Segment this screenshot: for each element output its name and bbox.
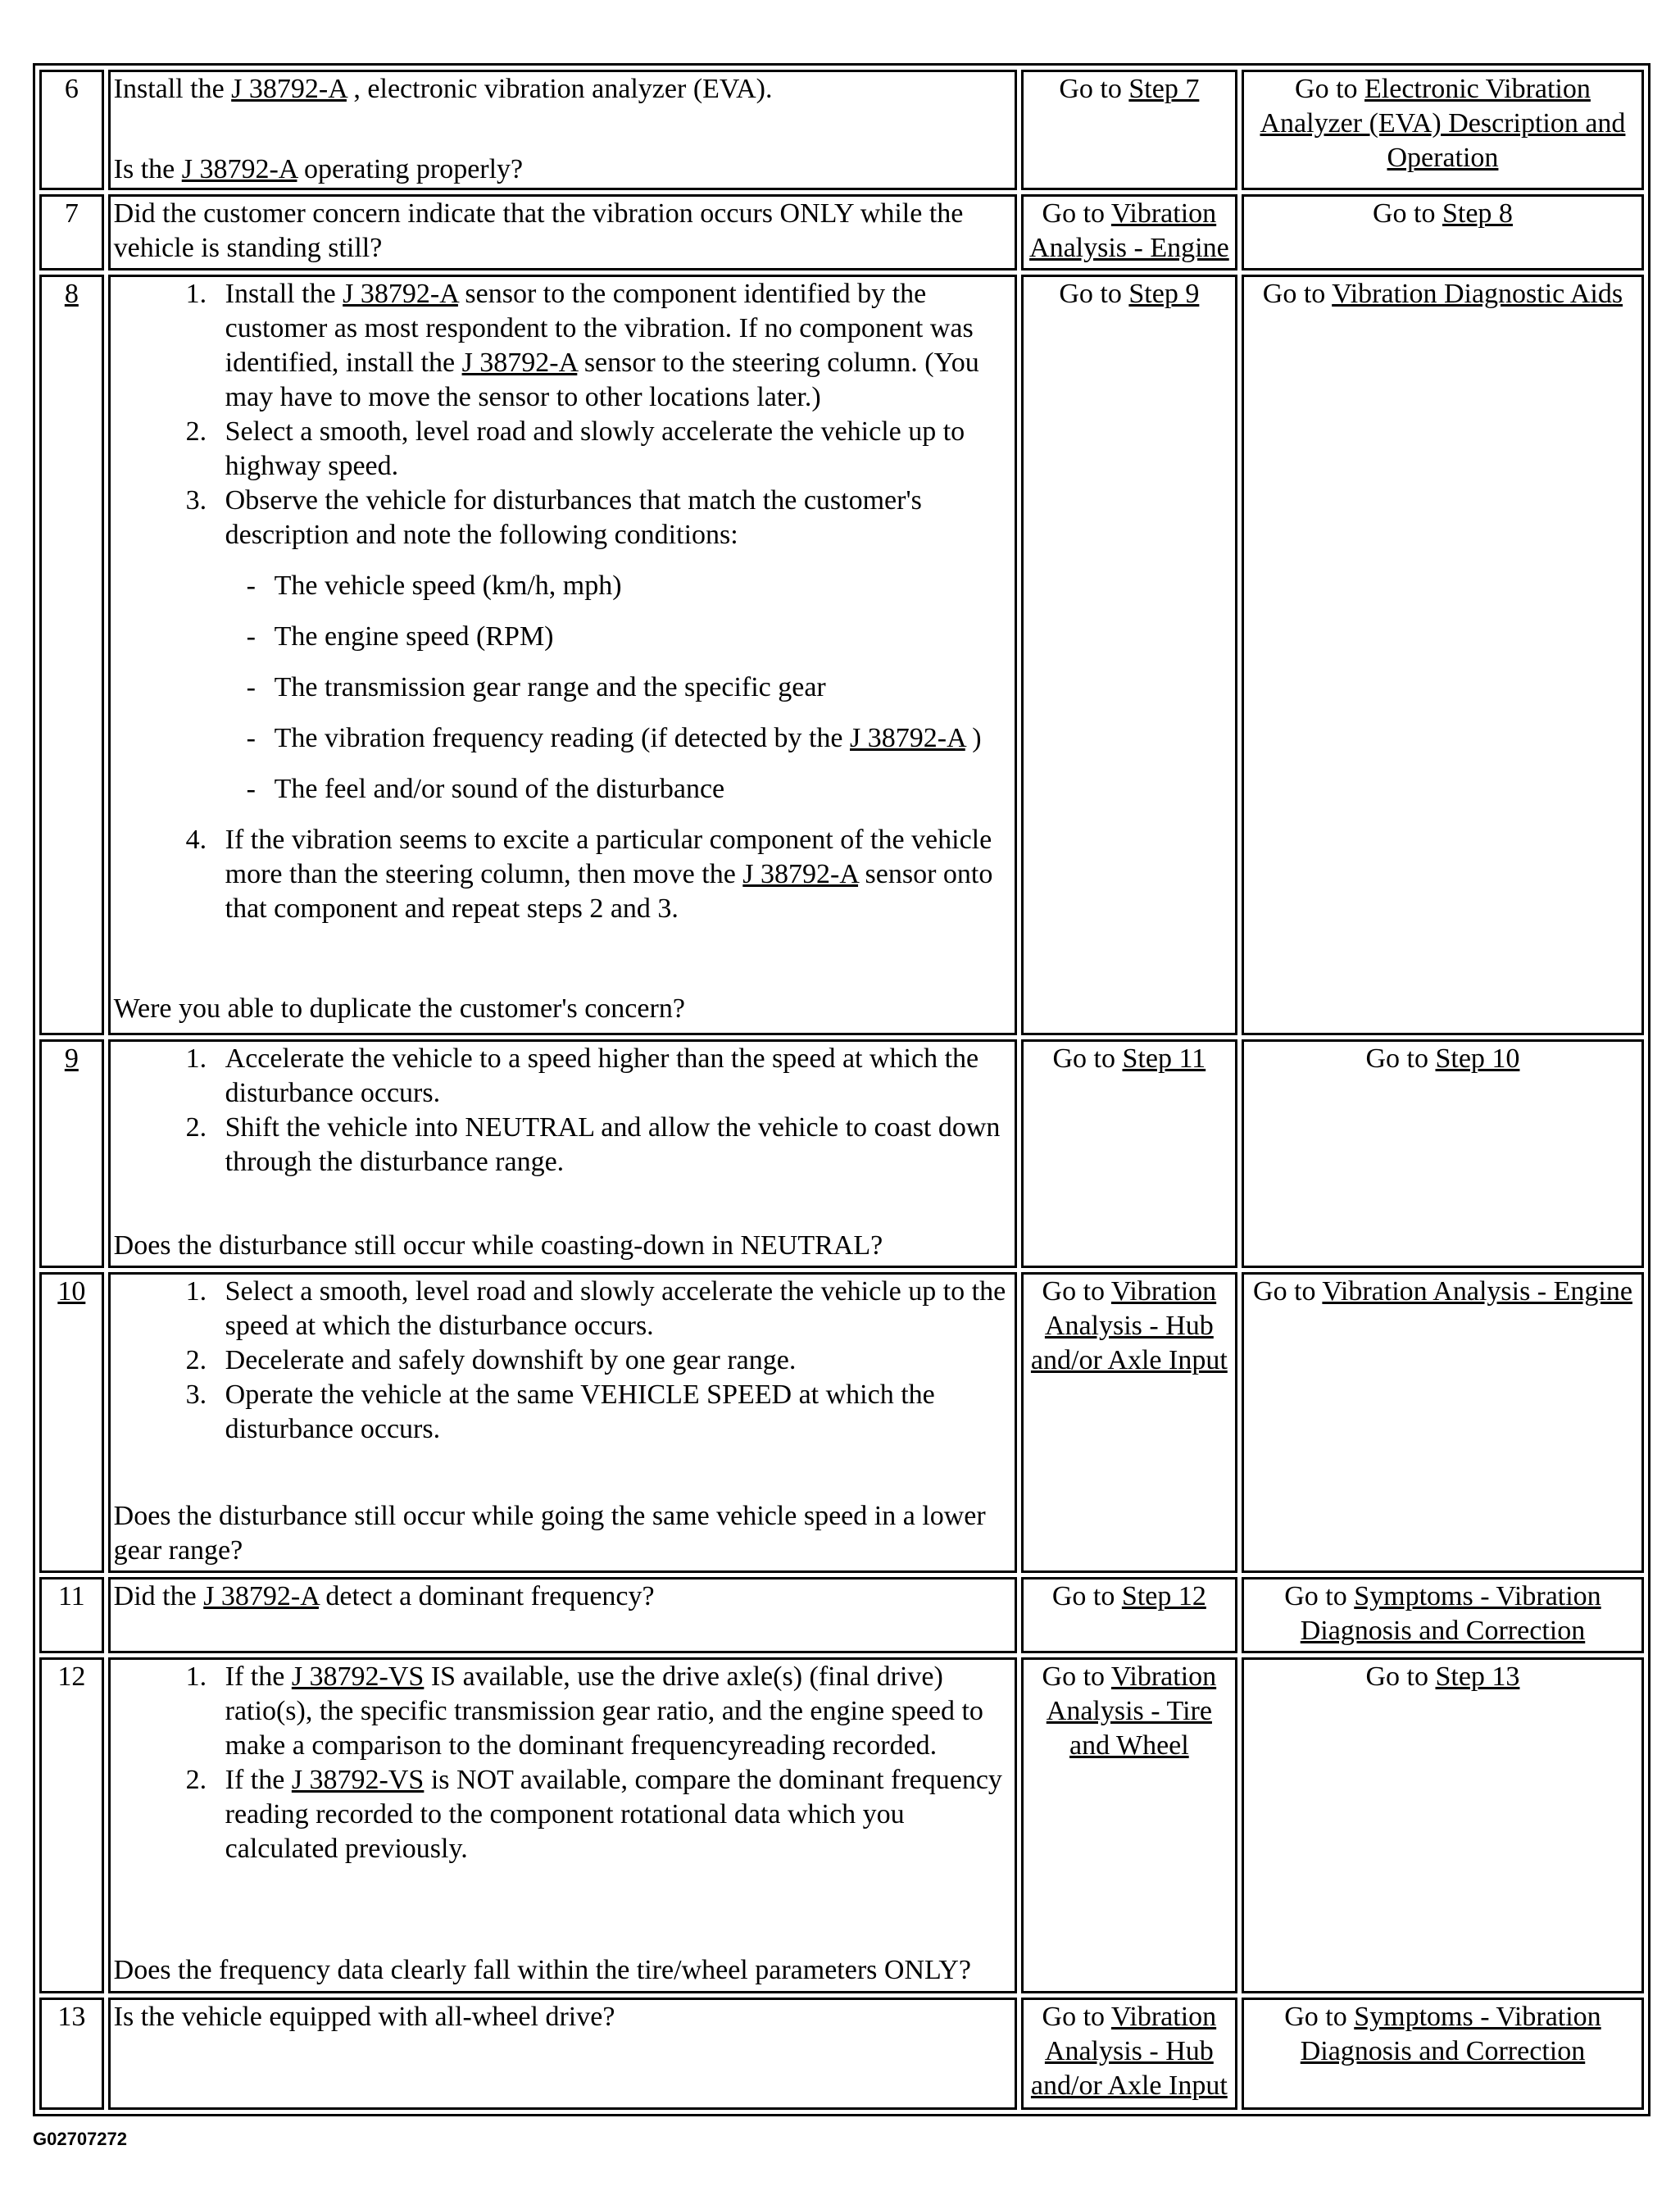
yes-action: Go to Step 12 [1021,1577,1237,1653]
tool-link[interactable]: J 38792-VS [291,1765,425,1796]
list-item: 1. If the J 38792-VS IS available, use the drive axle(s) (final drive) ratio(s), the specific transmission gear ratio, and the engine speed to make a comparison to the dominant frequencyreading recorded. [214,1660,1011,1763]
figure-code: G02707272 [33,2129,127,2149]
list-item: 3. Operate the vehicle at the same VEHICLE SPEED at which the disturbance occurs. [214,1378,1011,1447]
conditions-list [225,569,1011,807]
list-item: 2. Decelerate and safely downshift by one gear range. [214,1343,1011,1378]
diagnostic-table-frame [33,63,1650,2116]
step-number: 12 [39,1657,104,1993]
yes-action: Go to Step 7 [1021,70,1237,190]
no-action: Go to Step 10 [1242,1039,1644,1267]
step-anchor-link[interactable]: 9 [64,1043,79,1075]
vibration-analysis-engine-link[interactable]: Vibration Analysis - Engine [1029,198,1229,264]
no-action: Go to Vibration Diagnostic Aids [1242,275,1644,1035]
vibration-analysis-tire-link[interactable]: Vibration Analysis - Tire and Wheel [1046,1661,1217,1761]
tool-link[interactable]: J 38792-A [742,859,859,890]
no-action: Go to Electronic Vibration Analyzer (EVA) Description and Operation [1242,70,1644,190]
list-item: 1. Accelerate the vehicle to a speed higher than the speed at which the disturbance occurs. [214,1042,1011,1111]
step-action [108,1272,1017,1573]
step-number: 11 [39,1577,104,1653]
tool-link[interactable]: J 38792-A [181,154,297,184]
tool-link[interactable]: J 38792-A [203,1581,319,1612]
table-row-step-6 [39,70,1644,190]
no-action: Go to Step 8 [1242,194,1644,270]
go-to-step-11-link[interactable]: Step 11 [1122,1043,1206,1075]
step-number: 7 [39,194,104,270]
yes-action: Go to Vibration Analysis - Hub and/or Axle Input [1021,1998,1237,2110]
procedure-list [114,1042,1011,1179]
no-action: Go to Step 13 [1242,1657,1644,1993]
symptoms-vibration-link[interactable]: Symptoms - Vibration Diagnosis and Correction [1300,1581,1601,1647]
table-row-step-13 [39,1998,1644,2110]
table-row-step-8 [39,275,1644,1035]
no-action: Go to Symptoms - Vibration Diagnosis and Correction [1242,1577,1644,1653]
list-item: 2. Shift the vehicle into NEUTRAL and allow the vehicle to coast down through the disturbance range. [214,1111,1011,1179]
step-question: Did the customer concern indicate that the vibration occurs ONLY while the vehicle is standing still? [108,194,1017,270]
step-question: Is the vehicle equipped with all-wheel drive? [108,1998,1017,2110]
vibration-analysis-hub-link[interactable]: Vibration Analysis - Hub and/or Axle Input [1030,1275,1228,1375]
step-question: Did the J 38792-A detect a dominant frequency? [108,1577,1017,1653]
symptoms-vibration-link[interactable]: Symptoms - Vibration Diagnosis and Correction [1300,2001,1601,2066]
step-number: 6 [39,70,104,190]
condition-item: - The vibration frequency reading (if detected by the J 38792-A ) [275,721,1011,756]
eva-description-link[interactable]: Electronic Vibration Analyzer (EVA) Description and Operation [1260,74,1626,173]
step-action [108,1039,1017,1267]
list-item: 3. Observe the vehicle for disturbances that match the customer's description and note the following conditions: - The vehicle speed (km/h, mph) - The engine speed (RPM) - The transmission gear range and the specific gear - The vibration frequency reading (if detected by the J 38792-A ) - The feel and/or sound of the disturbance [214,484,1011,807]
list-item: 4. If the vibration seems to excite a particular component of the vehicle more than the steering column, then move the J 38792-A sensor onto that component and repeat steps 2 and 3. [214,823,1011,926]
step-question: Is the J 38792-A operating properly? [113,154,524,184]
tool-link[interactable]: J 38792-A [461,348,578,379]
step-number [39,1039,104,1267]
step-action [108,1657,1017,1993]
step-action [108,70,1017,190]
diagnostic-table [35,66,1648,2114]
step-number: 13 [39,1998,104,2110]
step-instruction: Install the J 38792-A , electronic vibration analyzer (EVA). [113,74,773,104]
yes-action: Go to Vibration Analysis - Engine [1021,194,1237,270]
step-number [39,1272,104,1573]
table-row-step-9 [39,1039,1644,1267]
yes-action: Go to Vibration Analysis - Tire and Wheel [1021,1657,1237,1993]
table-row-step-12 [39,1657,1644,1993]
step-question: Does the disturbance still occur while going the same vehicle speed in a lower gear range? [113,1500,986,1566]
procedure-list [114,1275,1011,1447]
vibration-diagnostic-aids-link[interactable]: Vibration Diagnostic Aids [1332,279,1623,310]
step-anchor-link[interactable]: 10 [57,1275,86,1307]
step-anchor-link[interactable]: 8 [64,279,79,310]
go-to-step-12-link[interactable]: Step 12 [1121,1581,1206,1612]
go-to-step-13-link[interactable]: Step 13 [1435,1661,1520,1693]
step-question: Does the frequency data clearly fall within the tire/wheel parameters ONLY? [113,1955,972,1986]
vibration-analysis-engine-link[interactable]: Vibration Analysis - Engine [1322,1275,1632,1307]
step-number [39,275,104,1035]
procedure-list [114,1660,1011,1866]
go-to-step-7-link[interactable]: Step 7 [1128,74,1200,104]
list-item: 2. If the J 38792-VS is NOT available, compare the dominant frequency reading recorded to the component rotational data which you calculated previously. [214,1763,1011,1866]
condition-item: - The vehicle speed (km/h, mph) [275,569,1011,603]
no-action: Go to Vibration Analysis - Engine [1242,1272,1644,1573]
go-to-step-8-link[interactable]: Step 8 [1442,198,1513,230]
table-row-step-7 [39,194,1644,270]
tool-link[interactable]: J 38792-VS [291,1661,425,1693]
table-row-step-10 [39,1272,1644,1573]
tool-link[interactable]: J 38792-A [343,279,458,310]
tool-link[interactable]: J 38792-A [231,74,347,104]
yes-action: Go to Vibration Analysis - Hub and/or Axle Input [1021,1272,1237,1573]
tool-link[interactable]: J 38792-A [850,723,965,754]
no-action: Go to Symptoms - Vibration Diagnosis and Correction [1242,1998,1644,2110]
condition-item: - The transmission gear range and the specific gear [275,670,1011,705]
list-item: 1. Select a smooth, level road and slowly accelerate the vehicle up to the speed at which the disturbance occurs. [214,1275,1011,1343]
yes-action: Go to Step 11 [1021,1039,1237,1267]
condition-item: - The engine speed (RPM) [275,620,1011,654]
step-action [108,275,1017,1035]
step-question: Were you able to duplicate the customer's concern? [113,993,685,1025]
list-item: 1. Install the J 38792-A sensor to the component identified by the customer as most respondent to the vibration. If no component was identified, install the J 38792-A sensor to the steering column. (You may have to move the sensor to other locations later.) [214,277,1011,415]
go-to-step-9-link[interactable]: Step 9 [1128,279,1200,310]
list-item: 2. Select a smooth, level road and slowly accelerate the vehicle up to highway speed. [214,415,1011,484]
yes-action: Go to Step 9 [1021,275,1237,1035]
table-row-step-11 [39,1577,1644,1653]
go-to-step-10-link[interactable]: Step 10 [1435,1043,1520,1075]
vibration-analysis-hub-link[interactable]: Vibration Analysis - Hub and/or Axle Input [1030,2001,1228,2101]
procedure-list [114,277,1011,926]
step-question: Does the disturbance still occur while coasting-down in NEUTRAL? [113,1230,883,1261]
condition-item: - The feel and/or sound of the disturbance [275,772,1011,807]
